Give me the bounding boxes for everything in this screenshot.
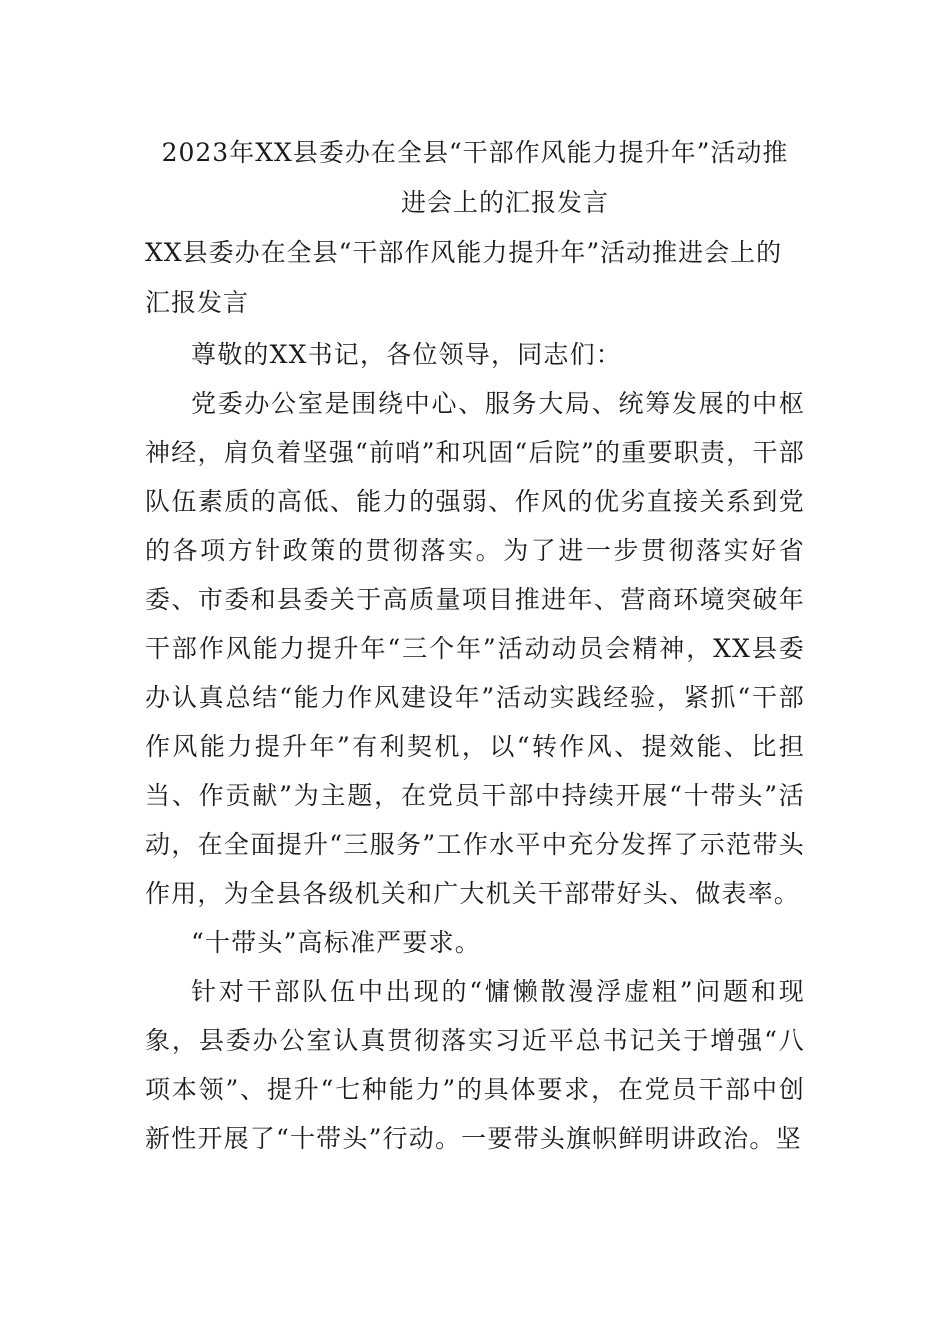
section-heading: “十带头”高标准严要求。 <box>191 928 481 957</box>
document-title <box>145 128 805 228</box>
paragraph-body: 针对干部队伍中出现的“慵懒散漫浮虚粗”问题和现象，县委办公室认真贯彻落实习近平总书记关于增强“八项本领”、提升“七种能力”的具体要求，在党员干部中创新性开展了“十带头”行动。一要带头旗帜鲜明讲政治。坚 <box>145 977 805 1153</box>
title-line-2: 进会上的汇报发言 <box>400 188 609 217</box>
document-subtitle: XX县委办在全县“干部作风能力提升年”活动推进会上的汇报发言 <box>145 238 783 317</box>
title-line-1: 2023年XX县委办在全县“干部作风能力提升年”活动推 <box>161 138 789 167</box>
paragraph-intro: 党委办公室是围绕中心、服务大局、统筹发展的中枢神经，肩负着坚强“前哨”和巩固“后院”的重要职责，干部队伍素质的高低、能力的强弱、作风的优劣直接关系到党的各项方针政策的贯彻落实。为了进一步贯彻落实好省委、市委和县委关于高质量项目推进年、营商环境突破年干部作风能力提升年“三个年”活动动员会精神，XX县委办认真总结“能力作风建设年”活动实践经验，紧抓“干部作风能力提升年”有利契机，以“转作风、提效能、比担当、作贡献”为主题，在党员干部中持续开展“十带头”活动，在全面提升“三服务”工作水平中充分发挥了示范带头作用，为全县各级机关和广大机关干部带好头、做表率。 <box>145 389 805 908</box>
document-page <box>145 128 805 1163</box>
salutation: 尊敬的XX书记，各位领导，同志们： <box>191 340 622 369</box>
